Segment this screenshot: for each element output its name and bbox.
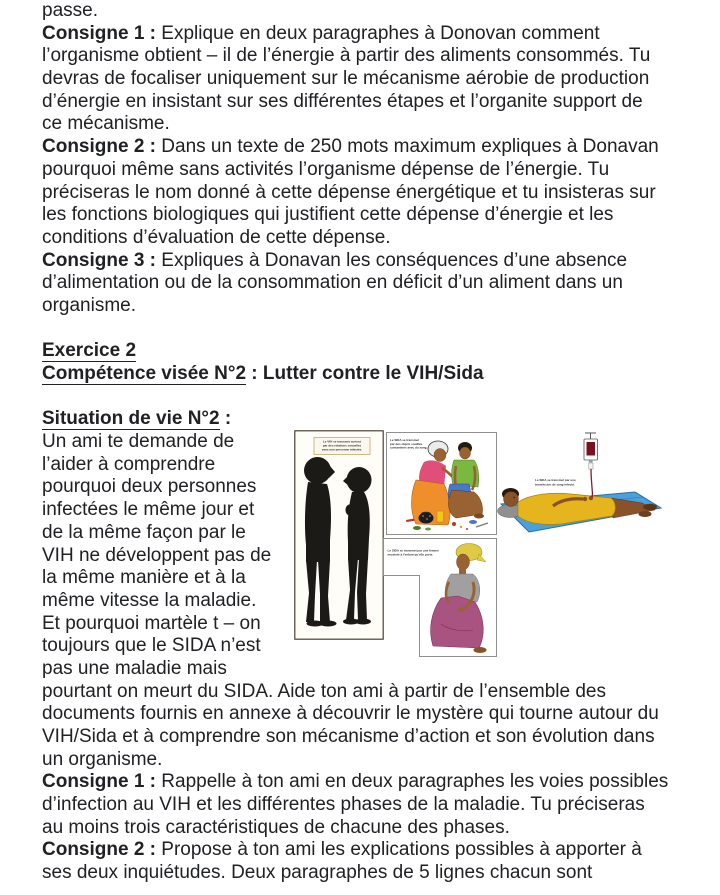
figure-caption-line: par des objets souillés — [390, 441, 423, 446]
text-line — [42, 817, 668, 840]
line-text: pourquoi deux personnes — [42, 476, 257, 498]
line-text: Explique en deux paragraphes à Donovan comment — [156, 22, 600, 44]
pregnant-image — [383, 538, 497, 657]
text-line — [42, 794, 668, 817]
text-line — [42, 204, 668, 227]
line-text: un organisme. — [42, 748, 163, 770]
line-text: pourtant on meurt du SIDA. Aide ton ami à partir de l’ensemble des — [42, 680, 606, 702]
figure-caption-line: contaminés avec du sang. — [390, 445, 428, 450]
sharp-objects-image — [386, 432, 497, 535]
figure-pregnant-panel — [383, 538, 497, 657]
line-text: Propose à ton ami les explications possibles à apporter à — [156, 839, 642, 861]
figure-transfusion-scene — [495, 432, 667, 534]
line-text: d’infection au VIH et les différentes phases de la maladie. Tu préciseras — [42, 794, 645, 816]
text-line — [42, 159, 668, 182]
line-text: infectées le même jour et — [42, 499, 255, 521]
line-text: au moins trois caractéristiques de chacune des phases. — [42, 816, 510, 838]
line-text: pas une maladie mais — [42, 657, 227, 679]
text-line — [42, 771, 668, 794]
line-text: la même manière et à la — [42, 567, 246, 589]
figure-sharp-objects-panel — [386, 432, 497, 535]
line-text: les fonctions biologiques qui justifient cette dépense d’énergie et les — [42, 204, 614, 226]
text-line — [42, 91, 668, 114]
text-line — [42, 862, 668, 885]
text-line — [42, 45, 668, 68]
text-line — [42, 749, 668, 772]
figure-caption-line: par des relations sexuelles — [322, 443, 362, 448]
line-text: de la même façon par le — [42, 521, 246, 543]
text-line — [42, 68, 668, 91]
figure-caption-line: Le SIDA se transmet — [390, 438, 420, 442]
line-text: pourquoi même sans activités l’organisme dépense de l’énergie. Tu — [42, 158, 610, 180]
text-line — [42, 681, 668, 704]
figure-caption-line: Le SIDA se transmet par une femme — [387, 548, 439, 553]
figure-silhouettes-panel — [294, 430, 384, 640]
heading-rest: : — [219, 408, 232, 430]
text-line — [42, 182, 668, 205]
line-text: Expliques à Donavan les conséquences d’une absence — [156, 249, 628, 271]
heading-text: Compétence visée N°2 — [42, 363, 247, 384]
line-text: d’alimentation ou de la consommation en déficit d’un aliment dans un — [42, 272, 623, 294]
line-text: Et pourquoi martèle t – on — [42, 612, 261, 634]
exercice-2-heading — [42, 340, 668, 363]
text-line — [42, 726, 668, 749]
consigne-label: Consigne 1 : — [42, 22, 157, 44]
silhouettes-image — [294, 430, 384, 640]
blank-line — [42, 386, 668, 409]
blank-line — [42, 318, 668, 341]
line-text: toujours que le SIDA n’est — [42, 635, 261, 657]
line-text: ce mécanisme. — [42, 113, 170, 135]
line-text: documents fournis en annexe à découvrir le mystère qui tourne autour du — [42, 703, 659, 725]
figure-caption-line: enceinte à l’enfant qu’elle porte. — [387, 552, 434, 557]
line-text: même vitesse la maladie. — [42, 589, 257, 611]
line-text: d’énergie en insistant sur ses différentes étapes et l’organite support de — [42, 90, 643, 112]
line-text: devras de focaliser uniquement sur le mécanisme aérobie de production — [42, 68, 650, 90]
line-text: organisme. — [42, 294, 136, 316]
heading-rest: : Lutter contre le VIH/Sida — [246, 363, 484, 384]
figure-caption-line: Le VIH se transmet surtout — [322, 439, 362, 444]
figure-caption-line: Le SIDA se transmet par une — [535, 478, 576, 482]
line-text: VIH ne développent pas de — [42, 544, 272, 566]
line-text: passe. — [42, 0, 98, 21]
figure-caption-line: avec une personne infectée. — [321, 447, 363, 452]
consigne-label: Consigne 2 : — [42, 839, 157, 861]
line-text: l’organisme obtient – il de l’énergie à partir des aliments consommés. Tu — [42, 45, 651, 67]
line-text: Un ami te demande de — [42, 431, 235, 453]
consigne-label: Consigne 1 : — [42, 771, 157, 793]
text-line — [42, 839, 668, 862]
consigne-label: Consigne 2 : — [42, 136, 157, 158]
text-line — [42, 658, 668, 681]
competence-heading — [42, 363, 668, 386]
heading-text: Situation de vie N°2 — [42, 408, 220, 430]
text-line — [42, 250, 668, 273]
line-text: Dans un texte de 250 mots maximum expliques à Donavan — [156, 136, 659, 158]
text-line — [42, 295, 668, 318]
line-text: VIH/Sida et à comprendre son mécanisme d’action et son évolution dans — [42, 726, 655, 747]
situation-heading — [42, 408, 668, 431]
line-text: Rappelle à ton ami en deux paragraphes les voies possibles — [156, 771, 669, 793]
heading-text: Exercice 2 — [42, 340, 137, 362]
figure-caption-line: transfusion de sang infecté. — [535, 482, 575, 487]
line-text: ses deux inquiétudes. Deux paragraphes de 5 lignes chacun sont — [42, 862, 593, 884]
text-line — [42, 136, 668, 159]
line-text: préciseras le nom donné à cette dépense énergétique et tu insisteras sur — [42, 181, 656, 203]
line-text: l’aider à comprendre — [42, 453, 216, 475]
text-line — [42, 113, 668, 136]
text-line — [42, 227, 668, 250]
consigne-label: Consigne 3 : — [42, 249, 157, 271]
iv-drip — [584, 433, 598, 497]
text-line — [42, 703, 668, 726]
text-line — [42, 272, 668, 295]
transfusion-image — [495, 432, 667, 534]
line-text: conditions d’évaluation de cette dépense. — [42, 226, 391, 248]
text-line — [42, 23, 668, 46]
text-line — [42, 0, 668, 23]
